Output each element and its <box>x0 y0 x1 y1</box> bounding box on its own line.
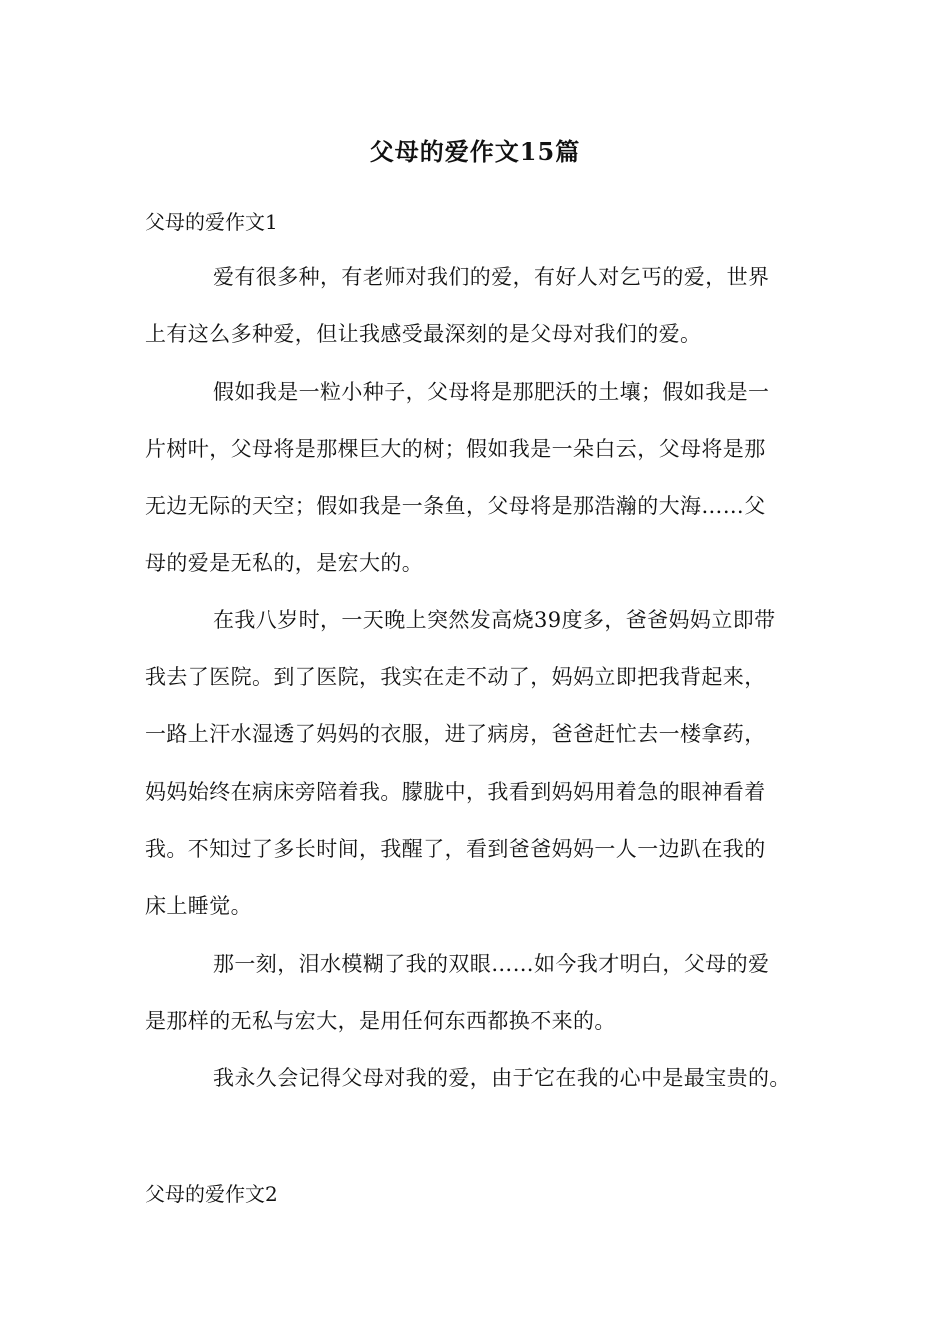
essay-1-paragraph-3-line-3: 一路上汗水湿透了妈妈的衣服，进了病房，爸爸赶忙去一楼拿药， <box>145 722 766 746</box>
essay-1-paragraph-3-line-1: 在我八岁时，一天晚上突然发高烧39度多，爸爸妈妈立即带 <box>213 608 776 632</box>
essay-2-heading: 父母的爱作文2 <box>145 1182 278 1206</box>
essay-1-paragraph-4-line-1: 那一刻，泪水模糊了我的双眼……如今我才明白，父母的爱 <box>213 952 770 976</box>
essay-1-heading: 父母的爱作文1 <box>145 210 278 234</box>
essay-1-paragraph-2-line-1: 假如我是一粒小种子，父母将是那肥沃的土壤；假如我是一 <box>213 380 770 404</box>
essay-1-paragraph-2-line-2: 片树叶，父母将是那棵巨大的树；假如我是一朵白云，父母将是那 <box>145 437 766 461</box>
essay-1-paragraph-4-line-2: 是那样的无私与宏大，是用任何东西都换不来的。 <box>145 1009 616 1033</box>
essay-1-paragraph-5-line-1: 我永久会记得父母对我的爱，由于它在我的心中是最宝贵的。 <box>213 1066 791 1090</box>
essay-1-paragraph-2-line-4: 母的爱是无私的，是宏大的。 <box>145 551 424 575</box>
essay-1-paragraph-3-line-5: 我。不知过了多长时间，我醒了，看到爸爸妈妈一人一边趴在我的 <box>145 837 766 861</box>
essay-1-paragraph-1-line-2: 上有这么多种爱，但让我感受最深刻的是父母对我们的爱。 <box>145 322 702 346</box>
essay-1-paragraph-1-line-1: 爱有很多种，有老师对我们的爱，有好人对乞丐的爱，世界 <box>213 265 770 289</box>
essay-1-paragraph-3-line-2: 我去了医院。到了医院，我实在走不动了，妈妈立即把我背起来， <box>145 665 766 689</box>
document-title: 父母的爱作文15篇 <box>369 137 581 166</box>
essay-1-paragraph-3-line-6: 床上睡觉。 <box>145 894 252 918</box>
essay-1-paragraph-3-line-4: 妈妈始终在病床旁陪着我。朦胧中，我看到妈妈用着急的眼神看着 <box>145 780 766 804</box>
essay-1-paragraph-2-line-3: 无边无际的天空；假如我是一条鱼，父母将是那浩瀚的大海……父 <box>145 494 766 518</box>
